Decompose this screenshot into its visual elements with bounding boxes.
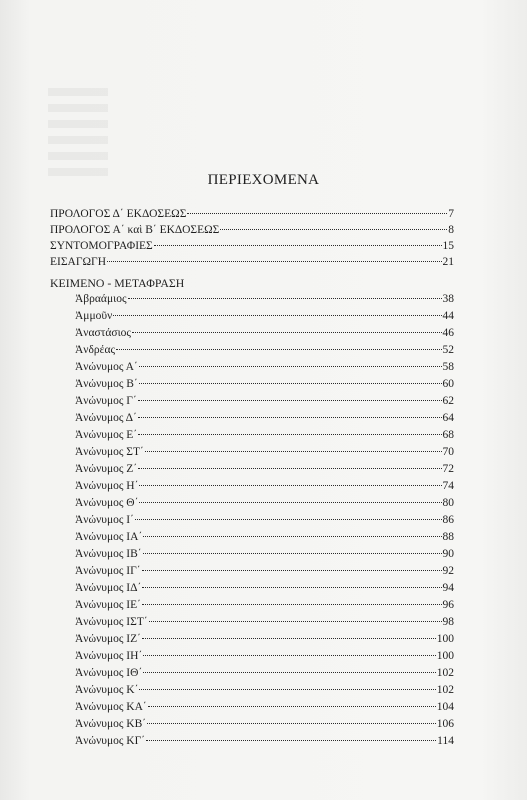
toc-page-number: 98 [442, 616, 454, 628]
toc-entry [75, 445, 454, 460]
toc-label: ΠΡΟΛΟΓΟΣ Δ΄ ΕΚΔΟΣΕΩΣ [50, 208, 187, 220]
toc-label: Ἀνώνυμος ΙΑ΄ [75, 531, 143, 543]
toc-page-number: 114 [437, 735, 454, 747]
toc-page-number: 72 [442, 463, 454, 475]
dot-leader [138, 400, 442, 401]
toc-page-number: 60 [442, 378, 454, 390]
dot-leader [138, 468, 441, 469]
toc-page-number: 15 [442, 240, 454, 252]
dot-leader [154, 245, 442, 246]
dot-leader [139, 689, 435, 690]
toc-entry [75, 683, 454, 698]
toc-entry [75, 462, 454, 477]
toc-label: ΕΙΣΑΓΩΓΗ [50, 256, 107, 268]
toc-page-number: 58 [442, 361, 454, 373]
toc-label: Ἀνώνυμος Θ΄ [75, 497, 139, 509]
toc-label: Ἀνώνυμος ΙΖ΄ [75, 633, 141, 645]
toc-page-number: 74 [442, 480, 454, 492]
toc-row [50, 239, 454, 254]
toc-entry [75, 734, 454, 749]
toc-page-number: 104 [436, 701, 454, 713]
toc-label: Ἀνώνυμος Δ΄ [75, 412, 137, 424]
dot-leader [143, 553, 442, 554]
toc-label: Ἀνώνυμος Α΄ [75, 361, 138, 373]
toc-entry [75, 581, 454, 596]
toc-page-number: 102 [436, 684, 454, 696]
toc-entry [75, 547, 454, 562]
toc-entry [75, 394, 454, 409]
toc-entry [75, 649, 454, 664]
toc-entry [75, 360, 454, 375]
dot-leader [116, 349, 441, 350]
page-title: ΠΕΡΙΕΧΟΜΕΝΑ [207, 172, 320, 188]
toc-page-number: 52 [442, 344, 454, 356]
toc-label: Ἀμμοῦν [75, 310, 113, 322]
toc-page-number: 88 [442, 531, 454, 543]
toc-entry [75, 530, 454, 545]
toc-label: Ἀβραάμιος [75, 293, 127, 305]
toc-label: Ἀνώνυμος Β΄ [75, 378, 138, 390]
toc-row [50, 207, 454, 222]
toc-label: Ἀνώνυμος Η΄ [75, 480, 139, 492]
toc-page-number: 94 [442, 582, 454, 594]
toc-label: Ἀναστάσιος [75, 327, 131, 339]
toc-page-number: 86 [442, 514, 454, 526]
toc-entry [75, 309, 454, 324]
toc-entry [75, 479, 454, 494]
dot-leader [147, 723, 436, 724]
toc-label: Ἀνώνυμος ΙΗ΄ [75, 650, 143, 662]
toc-entry [75, 632, 454, 647]
toc-page-number: 106 [436, 718, 454, 730]
toc-entry [75, 564, 454, 579]
toc-entry [75, 598, 454, 613]
toc-label: Ἀνώνυμος ΚΓ΄ [75, 735, 146, 747]
toc-page-number: 100 [436, 633, 454, 645]
toc-page-number: 96 [442, 599, 454, 611]
toc-page-number: 100 [436, 650, 454, 662]
toc-label: Ἀνώνυμος ΙΒ΄ [75, 548, 142, 560]
dot-leader [139, 366, 442, 367]
toc-label: Ἀνώνυμος Γ΄ [75, 395, 137, 407]
dot-leader [145, 451, 442, 452]
dot-leader [142, 638, 436, 639]
toc-page-number: 21 [442, 256, 454, 268]
dot-leader [128, 298, 442, 299]
section-heading: ΚΕΙΜΕΝΟ - ΜΕΤΑΦΡΑΣΗ [50, 276, 185, 290]
dot-leader [143, 655, 435, 656]
toc-label: ΠΡΟΛΟΓΟΣ Α΄ καὶ Β΄ ΕΚΔΟΣΕΩΣ [50, 224, 220, 236]
toc-entry [75, 292, 454, 307]
toc-page-number: 64 [442, 412, 454, 424]
toc-label: Ἀνώνυμος Ε΄ [75, 429, 138, 441]
toc-entry [75, 428, 454, 443]
toc-entry [75, 496, 454, 511]
toc-entry [75, 343, 454, 358]
toc-page-number: 8 [448, 224, 454, 236]
toc-label: Ἀνώνυμος Κ΄ [75, 684, 139, 696]
dot-leader [220, 229, 447, 230]
toc-page-number: 92 [442, 565, 454, 577]
toc-page-number: 38 [442, 293, 454, 305]
toc-page-number: 44 [442, 310, 454, 322]
dot-leader [138, 417, 442, 418]
toc-page-number: 46 [442, 327, 454, 339]
dot-leader [138, 434, 441, 435]
toc-page-number: 80 [442, 497, 454, 509]
dot-leader [148, 706, 436, 707]
dot-leader [139, 502, 441, 503]
dot-leader [146, 740, 436, 741]
dot-leader [143, 536, 441, 537]
toc-entry [75, 615, 454, 630]
toc-label: Ἀνώνυμος ΙΕ΄ [75, 599, 141, 611]
dot-leader [135, 519, 442, 520]
toc-label: ΣΥΝΤΟΜΟΓΡΑΦΙΕΣ [50, 240, 153, 252]
toc-label: Ἀνώνυμος ΣΤ΄ [75, 446, 144, 458]
dot-leader [139, 383, 442, 384]
dot-leader [132, 332, 442, 333]
toc-row [50, 223, 454, 238]
toc-row [50, 255, 454, 270]
toc-entry [75, 377, 454, 392]
toc-entry [75, 326, 454, 341]
toc-entry [75, 700, 454, 715]
toc-entry [75, 717, 454, 732]
dot-leader [142, 604, 442, 605]
toc-label: Ἀνδρέας [75, 344, 116, 356]
toc-page-number: 90 [442, 548, 454, 560]
toc-page-number: 102 [436, 667, 454, 679]
toc-label: Ἀνώνυμος Ι΄ [75, 514, 134, 526]
dot-leader [107, 261, 441, 262]
toc-label: Ἀνώνυμος Ζ΄ [75, 463, 138, 475]
toc-label: Ἀνώνυμος ΙΔ΄ [75, 582, 142, 594]
show-through-text [48, 88, 108, 178]
toc-label: Ἀνώνυμος ΙΣΤ΄ [75, 616, 148, 628]
toc-page-number: 70 [442, 446, 454, 458]
dot-leader [187, 213, 447, 214]
toc-label: Ἀνώνυμος ΙΘ΄ [75, 667, 143, 679]
toc-label: Ἀνώνυμος ΙΓ΄ [75, 565, 141, 577]
dot-leader [113, 315, 441, 316]
toc-page-number: 62 [442, 395, 454, 407]
toc-label: Ἀνώνυμος ΚΑ΄ [75, 701, 147, 713]
dot-leader [142, 587, 441, 588]
toc-entry [75, 666, 454, 681]
toc-page-number: 7 [448, 208, 454, 220]
dot-leader [149, 621, 442, 622]
dot-leader [143, 672, 435, 673]
dot-leader [139, 485, 441, 486]
toc-label: Ἀνώνυμος ΚΒ΄ [75, 718, 147, 730]
toc-entry [75, 513, 454, 528]
toc-page-number: 68 [442, 429, 454, 441]
toc-entry [75, 411, 454, 426]
dot-leader [142, 570, 442, 571]
